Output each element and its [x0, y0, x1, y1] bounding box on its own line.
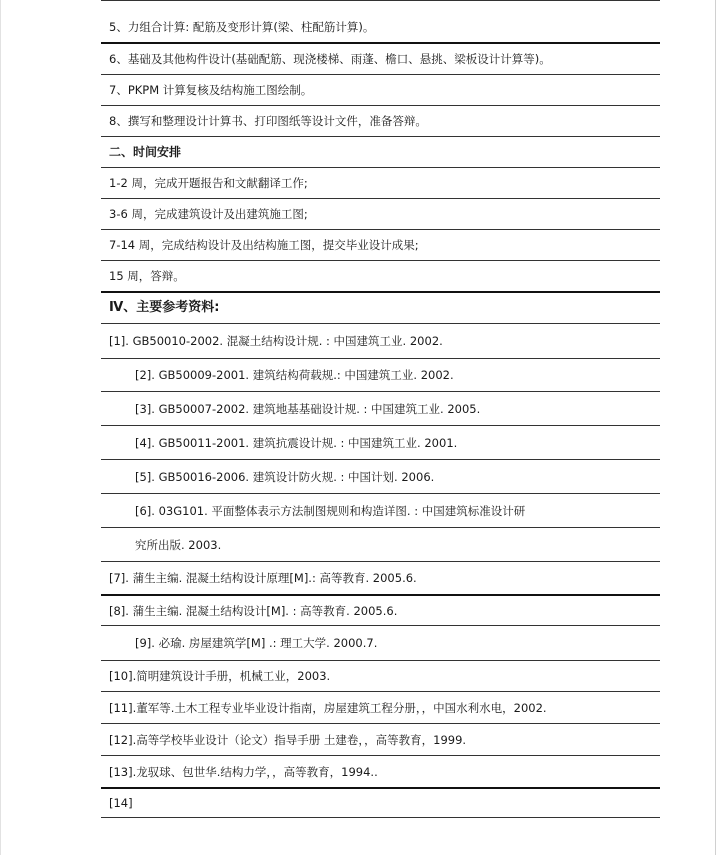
page-left-edge: [0, 0, 1, 855]
reference-item: [12].高等学校毕业设计（论文）指导手册 土建卷，，高等教育，1999.: [109, 732, 467, 747]
reference-item: [14]: [109, 796, 133, 810]
reference-item: [13].龙驭球、包世华.结构力学，，高等教育，1994..: [109, 764, 378, 779]
schedule-item: 15 周，答辩。: [109, 269, 185, 283]
reference-item: [8]. 蒲生主编. 混凝土结构设计[M]. : 高等教育. 2005.6.: [109, 603, 398, 618]
reference-item: [10].简明建筑设计手册，机械工业，2003.: [109, 669, 331, 683]
reference-item-continuation: 究所出版. 2003.: [135, 537, 222, 552]
task-item-7: 7、PKPM 计算复核及结构施工图绘制。: [109, 83, 313, 97]
reference-item: [9]. 必瑜. 房屋建筑学[M] .: 理工大学. 2000.7.: [135, 636, 378, 650]
section-heading-schedule: 二、时间安排: [109, 145, 182, 159]
reference-item: [11].董军等.土木工程专业毕业设计指南，房屋建筑工程分册，，中国水利水电，2002.: [109, 700, 547, 715]
section-heading-references: Ⅳ、主要参考资料:: [109, 300, 220, 315]
schedule-item: 3-6 周，完成建筑设计及出建筑施工图;: [109, 207, 308, 221]
task-item-5: 5、力组合计算: 配筋及变形计算(梁、柱配筋计算)。: [109, 20, 375, 34]
reference-item: [3]. GB50007-2002. 建筑地基基础设计规. : 中国建筑工业. 2005.: [135, 401, 481, 416]
document-table: [101, 0, 660, 818]
reference-item: [6]. 03G101. 平面整体表示方法制图规则和构造详图. : 中国建筑标准设计研: [135, 503, 526, 518]
table-rule: [101, 817, 660, 818]
task-item-8: 8、撰写和整理设计计算书、打印图纸等设计文件，准备答辩。: [109, 114, 427, 128]
reference-item: [5]. GB50016-2006. 建筑设计防火规. : 中国计划. 2006.: [135, 469, 435, 484]
reference-item: [7]. 蒲生主编. 混凝土结构设计原理[M].: 高等教育. 2005.6.: [109, 571, 417, 585]
reference-item: [1]. GB50010-2002. 混凝土结构设计规. : 中国建筑工业. 2002.: [109, 334, 443, 348]
table-rule: [101, 0, 660, 1]
schedule-item: 7-14 周，完成结构设计及出结构施工图，提交毕业设计成果;: [109, 238, 419, 252]
task-item-6: 6、基础及其他构件设计(基础配筋、现浇楼梯、雨蓬、檐口、悬挑、梁板设计计算等)。: [109, 52, 551, 66]
schedule-item: 1-2 周，完成开题报告和文献翻译工作;: [109, 176, 308, 190]
reference-item: [2]. GB50009-2001. 建筑结构荷载规.: 中国建筑工业. 2002.: [135, 368, 454, 382]
reference-item: [4]. GB50011-2001. 建筑抗震设计规. : 中国建筑工业. 2001.: [135, 435, 458, 450]
